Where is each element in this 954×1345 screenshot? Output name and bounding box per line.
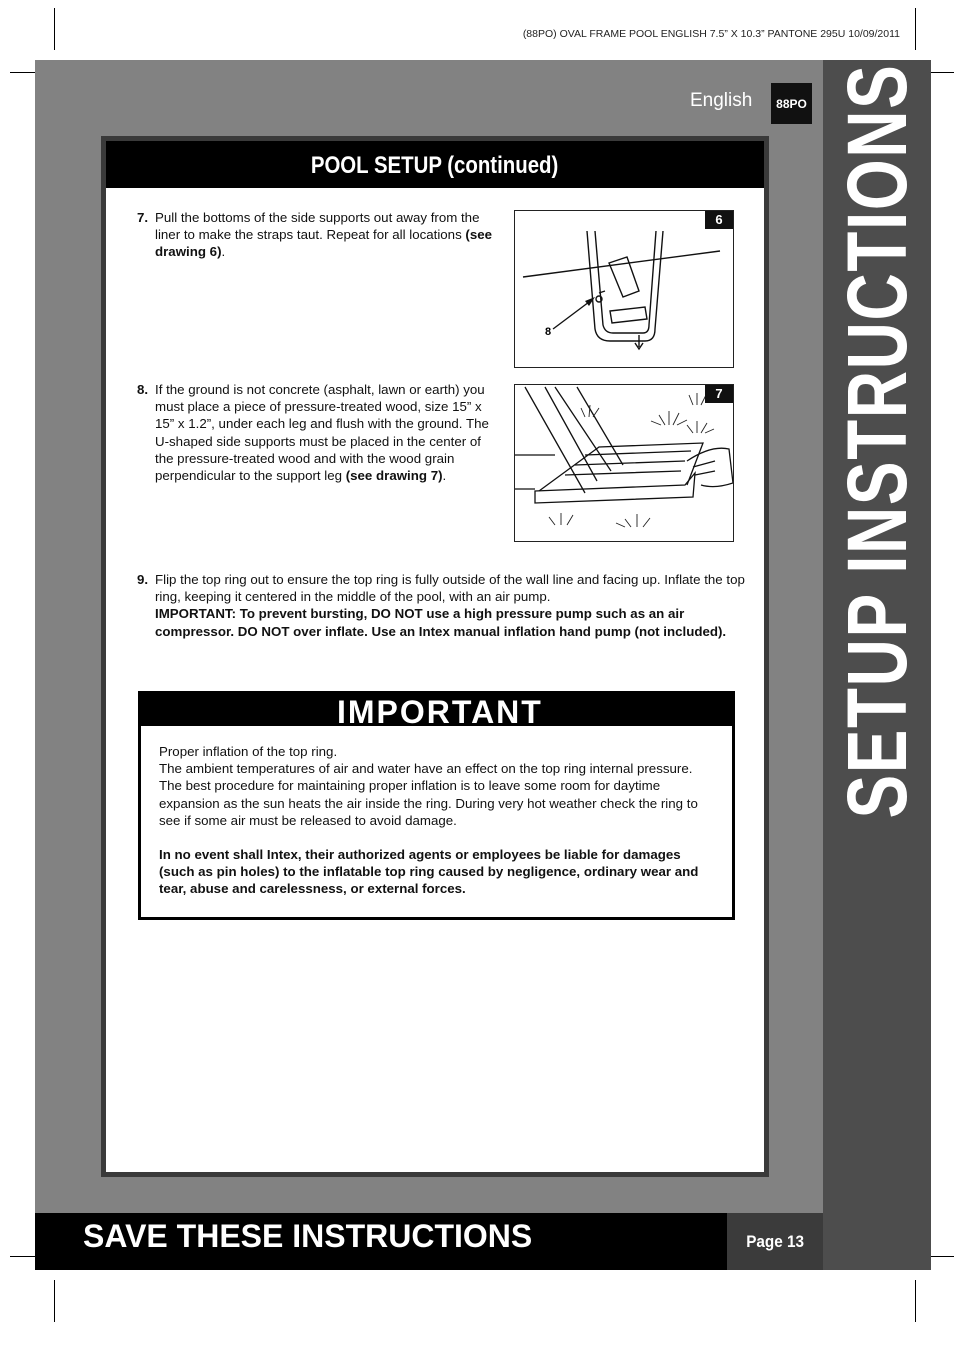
step-9: 9. Flip the top ring out to ensure the top ring is fully outside of the wall line and facing up. Inflate the top ring, keeping it centered in the middle of the pool, with an air pump. IMPORTANT: To prevent bursting, DO NOT use a high pressure pump such as an air compressor. DO NOT over inflate. Use an Intex manual inflation hand pump (not included). bbox=[137, 572, 745, 639]
page-number: Page 13 bbox=[727, 1213, 823, 1270]
crop-mark bbox=[54, 1280, 55, 1322]
section-title: POOL SETUP (continued) bbox=[106, 141, 764, 188]
step-8: 8. If the ground is not concrete (asphalt, lawn or earth) you must place a piece of pressure-treated wood, size 15” x 15” x 1.2”, under each leg and flush with the ground. The U-shaped side supports must be placed in the center of the pressure-treated wood and with the wood grain perpendicular to the support leg (see drawing 7). bbox=[137, 382, 489, 484]
drawing-7 bbox=[514, 384, 734, 542]
crop-mark bbox=[915, 8, 916, 50]
drawing-6 bbox=[514, 210, 734, 368]
language-label: English bbox=[690, 90, 753, 111]
crop-mark bbox=[54, 8, 55, 50]
side-title: SETUP INSTRUCTIONS bbox=[830, 63, 924, 819]
print-info: (88PO) OVAL FRAME POOL ENGLISH 7.5” X 10.3” PANTONE 295U 10/09/2011 bbox=[522, 28, 900, 40]
step-number: 7. bbox=[137, 210, 149, 225]
liability-paragraph: In no event shall Intex, their authorized agents or employees be liable for damages (such as pin holes) to the inflatable top ring caused by negligence, ordinary wear and tear, abuse and carelessness, or external forces. bbox=[159, 847, 699, 897]
callout-label: 8 bbox=[545, 326, 552, 338]
step-7: 7. Pull the bottoms of the side supports out away from the liner to make the straps taut. Repeat for all locations (see drawing 6). bbox=[137, 210, 493, 260]
crop-mark bbox=[915, 1280, 916, 1322]
step-number: 9. bbox=[137, 572, 149, 587]
side-strip bbox=[823, 60, 931, 1270]
figure-number: 7 bbox=[705, 385, 733, 403]
footer-title: SAVE THESE INSTRUCTIONS bbox=[83, 1218, 533, 1254]
figure-number: 6 bbox=[705, 211, 733, 229]
important-title: IMPORTANT bbox=[141, 694, 732, 726]
important-line: Proper inflation of the top ring. bbox=[159, 744, 338, 759]
step-number: 8. bbox=[137, 382, 149, 397]
wood-board-illustration bbox=[515, 385, 733, 541]
important-body bbox=[159, 743, 709, 898]
model-code-badge: 88PO bbox=[771, 83, 812, 124]
support-leg-illustration bbox=[515, 211, 733, 367]
important-notice bbox=[138, 691, 735, 920]
important-paragraph: The ambient temperatures of air and water have an effect on the top ring internal pressure. The best procedure for maintaining proper inflation is to leave some room for daytime expansion as the sun heats the air inside the ring. During very hot weather check the ring to see if some air must be released to avoid damage. bbox=[159, 761, 698, 828]
